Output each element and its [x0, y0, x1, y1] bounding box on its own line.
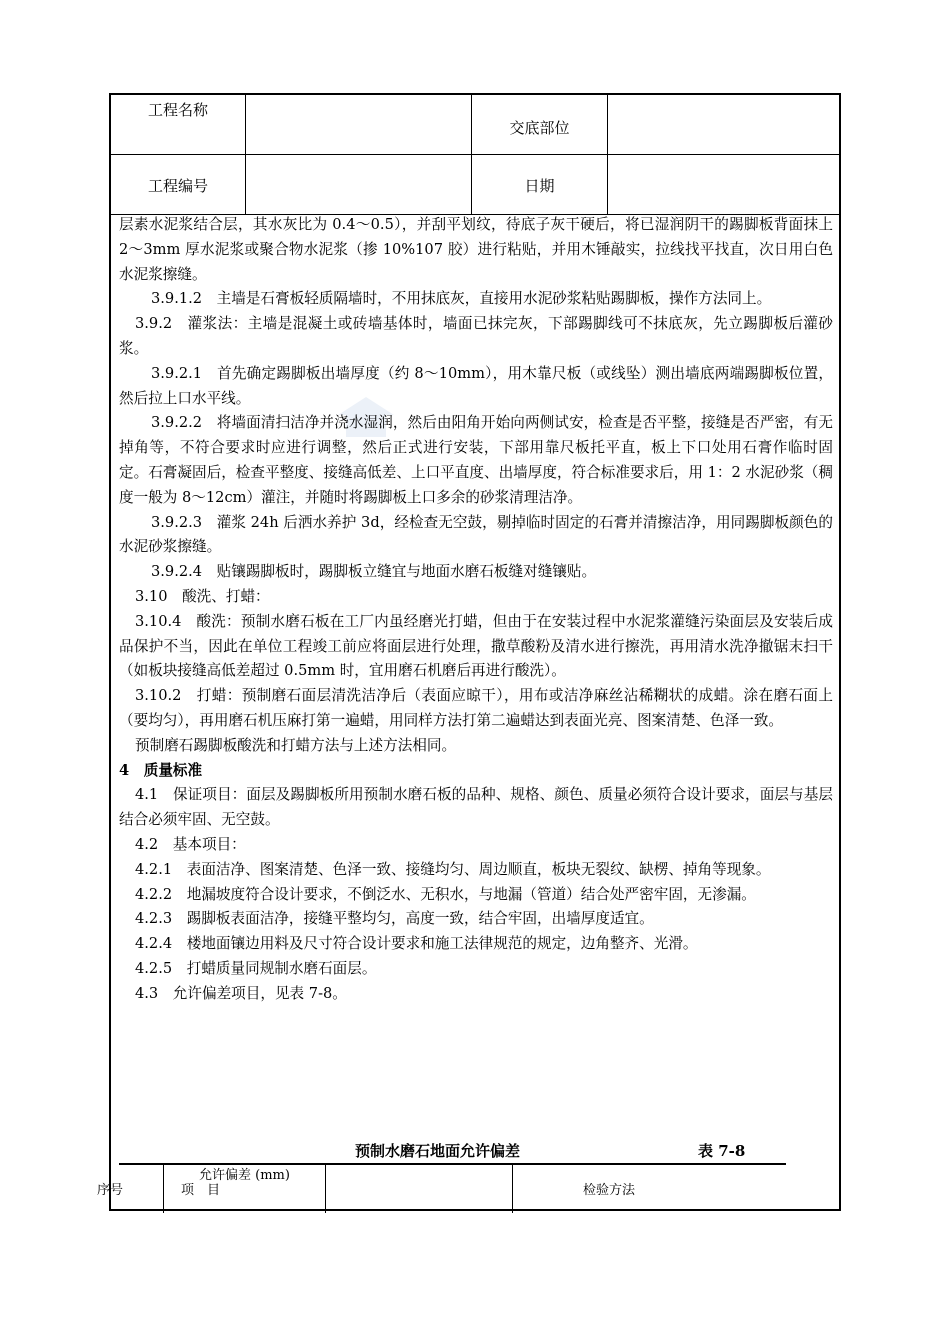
table-caption [111, 1140, 839, 1162]
paragraph: 4.2.3 踢脚板表面洁净，接缝平整均匀，高度一致，结合牢固，出墙厚度适宜。 [135, 910, 654, 928]
paragraph: 3.10.2 打蜡：预制磨石面层清洗洁净后（表面应晾干），用布或洁净麻丝沾稀糊状的成蜡。涂在磨石面上（要均匀），再用磨石机压麻打第一遍蜡，用同样方法打第二遍蜡达到表面光亮、图案清楚、色泽一致。 [119, 687, 833, 729]
paragraph: 4.3 允许偏差项目，见表 7-8。 [135, 984, 347, 1002]
paragraph: 预制磨石踢脚板酸洗和打蜡方法与上述方法相同。 [135, 736, 457, 754]
paragraph: 层素水泥浆结合层，其水灰比为 0.4～0.5），并刮平划纹，待底子灰干硬后，将已湿润阴干的踢脚板背面抹上 2～3mm 厚水泥浆或聚合物水泥浆（掺 10%107 胶）进行粘贴，并用木锤敲实，拉线找平找直，次日用白色水泥浆擦缝。 [119, 216, 833, 283]
paragraph: 3.10 酸洗、打蜡： [135, 587, 270, 605]
paragraph: 3.10.4 酸洗：预制水磨石板在工厂内虽经磨光打蜡，但由于在安装过程中水泥浆灌缝污染面层及安装后成品保护不当，因此在单位工程竣工前应将面层进行处理，撒草酸粉及清水进行擦洗，再用清水洗净撤锯末扫干（如板块接缝高低差超过 0.5mm 时，宜用磨石机磨后再进行酸洗）。 [119, 612, 833, 680]
table-header-tolerance: 允许偏差 (mm) [199, 1168, 290, 1183]
table-header-no: 序号 [97, 1183, 124, 1198]
table-header-method: 检验方法 [583, 1183, 636, 1198]
paragraph: 3.9.2 灌浆法：主墙是混凝土或砖墙基体时，墙面已抹完灰，下部踢脚线可不抹底灰，先立踢脚板后灌砂浆。 [119, 315, 833, 357]
table-column-divider [325, 1163, 326, 1213]
paragraph: 4.1 保证项目：面层及踢脚板所用预制水磨石板的品种、规格、颜色、质量必须符合设计要求，面层与基层结合必须牢固、无空鼓。 [119, 786, 833, 829]
paragraph: 4.2.4 楼地面镶边用料及尺寸符合设计要求和施工法律规范的规定，边角整齐、光滑。 [135, 935, 698, 953]
body-content [119, 213, 833, 1007]
table-column-divider [163, 1163, 164, 1213]
paragraph: 3.9.2.2 将墙面清扫洁净并浇水湿润，然后由阳角开始向两侧试安，检查是否平整，接缝是否严密，有无掉角等，不符合要求时应进行调整，然后正式进行安装，下部用靠尺板托平直，板上下口处用石膏作临时固定。石膏凝固后，检查平整度、接缝高低差、上口平直度、出墙厚度，符合标准要求后，用 1：2 水泥砂浆（稠度一般为 8～12cm）灌注，并随时将踢脚板上口多余的砂浆清理洁净。 [119, 414, 833, 506]
project-no-label: 工程编号 [147, 177, 208, 195]
paragraph: 4.2.2 地漏坡度符合设计要求，不倒泛水、无积水，与地漏（管道）结合处严密牢固，无渗漏。 [135, 885, 756, 903]
table-header-item: 项 目 [181, 1183, 221, 1198]
paragraph: 4.2.1 表面洁净、图案清楚、色泽一致、接缝均匀、周边顺直，板块无裂纹、缺楞、掉角等现象。 [135, 860, 771, 878]
header-table [111, 95, 839, 215]
paragraph: 3.9.2.1 首先确定踢脚板出墙厚度（约 8～10mm），用木靠尺板（或线坠）测出墙底两端踢脚板位置，然后拉上口水平线。 [119, 364, 833, 407]
header-divider [245, 95, 246, 215]
handover-part-label: 交底部位 [509, 119, 570, 137]
project-name-label: 工程名称 [147, 101, 208, 119]
paragraph: 4.2.5 打蜡质量同规制水磨石面层。 [135, 959, 377, 977]
paragraph: 3.9.1.2 主墙是石膏板轻质隔墙时，不用抹底灰，直接用水泥砂浆粘贴踢脚板，操作方法同上。 [151, 290, 772, 308]
table-number: 表 7-8 [698, 1142, 746, 1160]
table-title: 预制水磨石地面允许偏差 [355, 1142, 521, 1160]
section-heading: 4 质量标准 [119, 761, 203, 779]
date-label: 日期 [524, 177, 555, 195]
paragraph: 4.2 基本项目： [135, 835, 246, 853]
table-column-divider [512, 1163, 513, 1213]
paragraph: 3.9.2.4 贴镶踢脚板时，踢脚板立缝宜与地面水磨石板缝对缝镶贴。 [151, 563, 597, 581]
header-row-divider [111, 154, 839, 155]
paragraph: 3.9.2.3 灌浆 24h 后洒水养护 3d，经检查无空鼓，剔掉临时固定的石膏并清擦洁净，用同踢脚板颜色的水泥砂浆擦缝。 [119, 513, 833, 556]
header-divider [607, 95, 608, 215]
header-divider [471, 95, 472, 215]
document-frame [97, 93, 841, 1211]
